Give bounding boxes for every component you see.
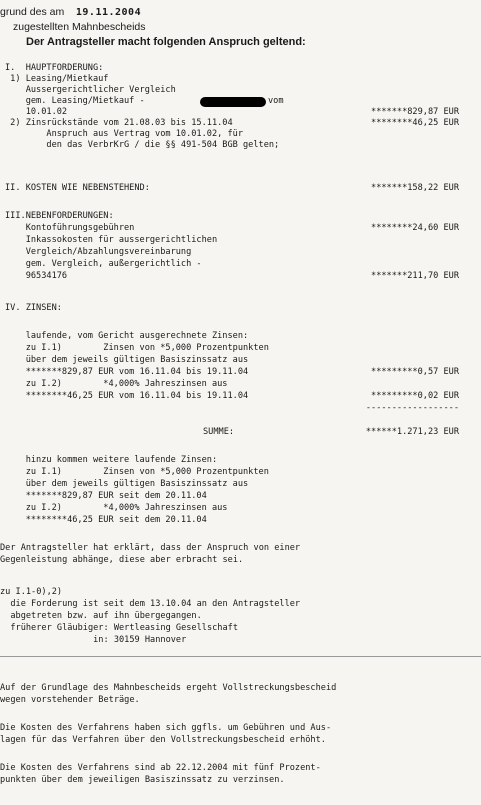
zinsen-block1-line6: ********46,25 EUR vom 16.11.04 bis 19.11.04 (5, 391, 249, 401)
zinsen-block2-line6: ********46,25 EUR seit dem 20.11.04 (5, 515, 207, 525)
hauptforderung-amount-2: ********46,25 EUR (371, 118, 459, 128)
footer-line6: punkten über dem jeweiligen Basiszinssatz zu verzinsen. (0, 775, 285, 785)
abtretung-line4: früherer Gläubiger: Wertleasing Gesellschaft (0, 623, 238, 633)
nebenforderungen-line3: Vergleich/Abzahlungsvereinbarung (5, 247, 192, 257)
kosten-amount: *******158,22 EUR (371, 183, 459, 193)
hauptforderung-item2-line3: den das VerbrKrG / die §§ 491-504 BGB gelten; (5, 140, 280, 150)
zinsen-block2-line2: zu I.1) Zinsen von *5,000 Prozentpunkten (5, 467, 269, 477)
hauptforderung-item1-line2: Aussergerichtlicher Vergleich (5, 85, 176, 95)
zinsen-title: IV. ZINSEN: (5, 303, 62, 313)
abtretung-line1: zu I.1-0),2) (0, 587, 63, 597)
abtretung-line5: in: 30159 Hannover (0, 635, 187, 645)
abtretung-line3: abgetreten bzw. auf ihn übergegangen. (0, 611, 202, 621)
header-line-3: Der Antragsteller macht folgenden Anspruch geltend: (26, 36, 306, 48)
header-line-2: zugestellten Mahnbescheids (13, 21, 146, 33)
header-prefix: grund des am (0, 6, 65, 18)
nebenforderungen-title: III.NEBENFORDERUNGEN: (5, 211, 114, 221)
summe-label: SUMME: (203, 427, 235, 437)
zinsen-block2-line1: hinzu kommen weitere laufende Zinsen: (5, 455, 218, 465)
zinsen-dashes: ------------------ (365, 403, 459, 413)
nebenforderungen-amount-2: *******211,70 EUR (371, 271, 459, 281)
zinsen-amount-2: *********0,02 EUR (371, 391, 459, 401)
zinsen-block1-line4: *******829,87 EUR vom 16.11.04 bis 19.11.04 (5, 367, 249, 377)
zinsen-block1-line1: laufende, vom Gericht ausgerechnete Zinsen: (5, 331, 249, 341)
zinsen-block2-line5: zu I.2) *4,000% Jahreszinsen aus (5, 503, 228, 513)
zinsen-amount-1: *********0,57 EUR (371, 367, 459, 377)
nebenforderungen-amount-1: ********24,60 EUR (371, 223, 459, 233)
nebenforderungen-line2: Inkassokosten für aussergerichtlichen (5, 235, 218, 245)
zinsen-block1-line2: zu I.1) Zinsen von *5,000 Prozentpunkten (5, 343, 269, 353)
footer-line1: Auf der Grundlage des Mahnbescheids ergeht Vollstreckungsbescheid (0, 683, 337, 693)
hauptforderung-item1-line3: gem. Leasing/Mietkauf - (5, 96, 145, 106)
zinsen-block1-line5: zu I.2) *4,000% Jahreszinsen aus (5, 379, 228, 389)
gegenleistung-line2: Gegenleistung abhänge, diese aber erbracht sei. (0, 555, 244, 565)
footer-line3: Die Kosten des Verfahrens haben sich ggfls. um Gebühren und Aus- (0, 723, 332, 733)
hauptforderung-title: I. HAUPTFORDERUNG: (5, 63, 104, 73)
nebenforderungen-line5: 96534176 (5, 271, 68, 281)
zinsen-block2-line4: *******829,87 EUR seit dem 20.11.04 (5, 491, 207, 501)
summe-amount: ******1.271,23 EUR (365, 427, 459, 437)
footer-line5: Die Kosten des Verfahrens sind ab 22.12.2004 mit fünf Prozent- (0, 763, 321, 773)
hauptforderung-item2-line1: 2) Zinsrückstände vom 21.08.03 bis 15.11.04 (5, 118, 233, 128)
section-divider (0, 656, 481, 657)
nebenforderungen-line4: gem. Vergleich, außergerichtlich - (5, 259, 202, 269)
hauptforderung-item2-line2: Anspruch aus Vertrag vom 10.01.02, für (5, 129, 243, 139)
nebenforderungen-line1: Kontoführungsgebühren (5, 223, 135, 233)
hauptforderung-item1-line4: 10.01.02 (5, 107, 68, 117)
hauptforderung-amount-1: *******829,87 EUR (371, 107, 459, 117)
abtretung-line2: die Forderung ist seit dem 13.10.04 an den Antragsteller (0, 599, 301, 609)
header-date: 19.11.2004 (75, 7, 142, 18)
footer-line4: lagen für das Verfahren über den Vollstreckungsbescheid erhöht. (0, 735, 326, 745)
hauptforderung-item1-line1: 1) Leasing/Mietkauf (5, 74, 109, 84)
zinsen-block2-line3: über dem jeweils gültigen Basiszinssatz aus (5, 479, 249, 489)
gegenleistung-line1: Der Antragsteller hat erklärt, dass der Anspruch von einer (0, 543, 301, 553)
redaction-mark (200, 97, 266, 107)
hauptforderung-vom: vom (268, 96, 284, 106)
header-line-1 (0, 6, 141, 18)
footer-line2: wegen vorstehender Beträge. (0, 695, 140, 705)
kosten-title: II. KOSTEN WIE NEBENSTEHEND: (5, 183, 150, 193)
zinsen-block1-line3: über dem jeweils gültigen Basiszinssatz aus (5, 355, 249, 365)
